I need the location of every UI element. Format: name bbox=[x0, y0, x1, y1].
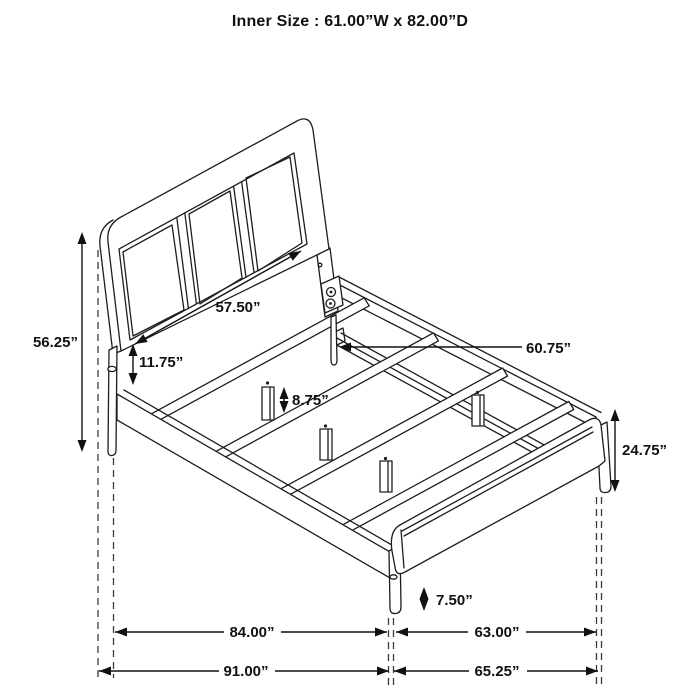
slat-screw-dot bbox=[384, 457, 387, 460]
support-leg-4 bbox=[472, 395, 484, 426]
footboard-leg-peg bbox=[390, 575, 397, 579]
page-title: Inner Size : 61.00”W x 82.00”D bbox=[231, 13, 469, 30]
dimension-7-50 bbox=[420, 587, 473, 611]
dimension-91-00 bbox=[99, 663, 389, 680]
dimension-56-25 bbox=[33, 232, 87, 452]
dimension-84-00 bbox=[115, 624, 387, 641]
dimension-label: 65.25” bbox=[474, 663, 520, 680]
arrowhead-left bbox=[396, 628, 408, 637]
bracket-bolt-top bbox=[330, 291, 333, 294]
dimension-label: 63.00” bbox=[474, 624, 520, 641]
dimension-63-00 bbox=[396, 624, 596, 641]
dimension-label: 60.75” bbox=[526, 340, 572, 357]
arrowhead-up bbox=[420, 587, 429, 599]
arrowhead-up bbox=[280, 387, 289, 399]
arrowhead-down bbox=[420, 599, 429, 611]
headboard-rear-leg-rod bbox=[331, 315, 337, 365]
arrowhead-down bbox=[129, 373, 138, 385]
support-leg-2 bbox=[320, 429, 332, 460]
headboard-leg-peg bbox=[108, 366, 116, 371]
dimension-label: 91.00” bbox=[223, 663, 269, 680]
slat-3 bbox=[280, 368, 507, 497]
arrowhead-up bbox=[78, 232, 87, 244]
arrowhead-right bbox=[375, 628, 387, 637]
slat-screw-dot bbox=[266, 381, 269, 384]
dimension-label: 84.00” bbox=[229, 624, 275, 641]
slat-screw-dot bbox=[324, 424, 327, 427]
dimension-65-25 bbox=[394, 663, 598, 680]
dimension-label: 56.25” bbox=[32, 334, 78, 351]
dimension-24-75 bbox=[611, 409, 668, 492]
arrowhead-left bbox=[99, 667, 111, 676]
side-rail-left-face bbox=[117, 394, 397, 582]
arrowhead-down bbox=[280, 401, 289, 413]
arrowhead-left bbox=[115, 628, 127, 637]
arrowhead-up bbox=[611, 409, 620, 421]
headboard-slab bbox=[108, 119, 329, 351]
dimension-11-75 bbox=[129, 344, 184, 385]
side-rail-left bbox=[117, 390, 404, 582]
dimension-label: 57.50” bbox=[215, 299, 261, 316]
support-leg-1 bbox=[262, 387, 274, 420]
headboard-left-leg bbox=[108, 346, 117, 456]
dimension-label: 7.50” bbox=[436, 592, 473, 609]
slat-screw-dot bbox=[476, 391, 479, 394]
dimension-label: 8.75” bbox=[292, 392, 329, 409]
dimension-label: 11.75” bbox=[139, 354, 184, 371]
arrowhead-left bbox=[394, 667, 406, 676]
arrowhead-right bbox=[377, 667, 389, 676]
support-leg-3 bbox=[380, 461, 392, 492]
dimension-label: 24.75” bbox=[622, 442, 668, 459]
bracket-bolt-bottom bbox=[329, 302, 332, 305]
arrowhead-down bbox=[611, 480, 620, 492]
arrowhead-right bbox=[584, 628, 596, 637]
arrowhead-down bbox=[78, 440, 87, 452]
